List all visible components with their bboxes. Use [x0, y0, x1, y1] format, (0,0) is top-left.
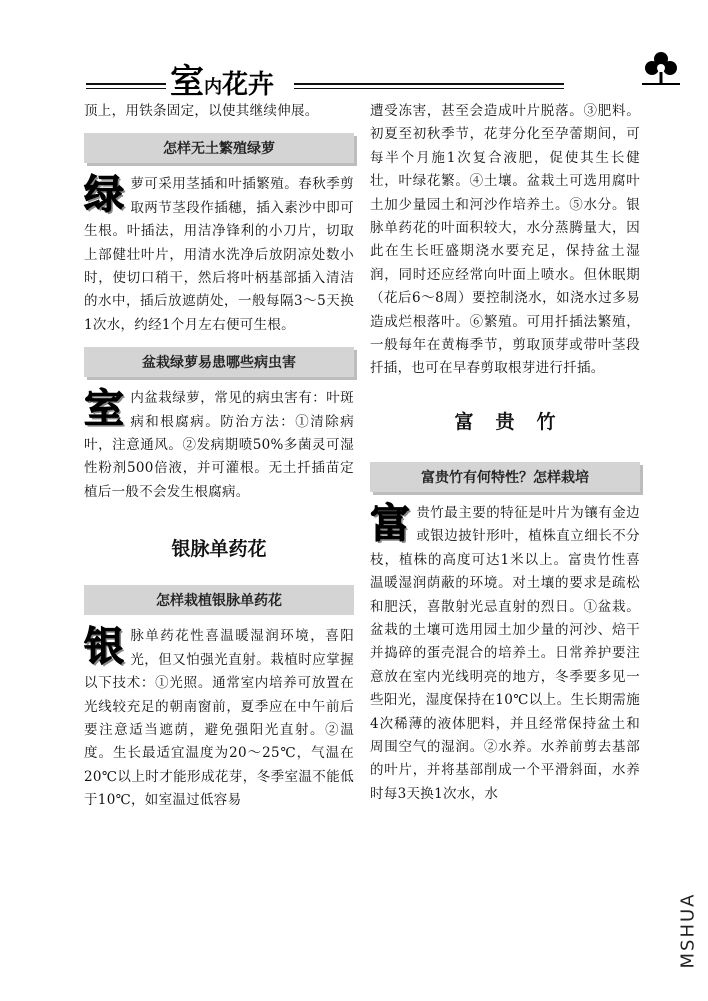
flower-clover-icon — [640, 50, 682, 86]
page-header — [84, 50, 676, 100]
intro-text: 顶上，用铁条固定，以使其继续伸展。 — [84, 103, 319, 119]
section-heading: 富贵竹有何特性？怎样栽培 — [370, 462, 640, 492]
section-title-mid: 内 — [204, 77, 222, 98]
section-heading: 怎样栽植银脉单药花 — [84, 585, 354, 615]
section-title-big: 室 — [170, 62, 204, 102]
article-body: 脉单药花性喜温暖湿润环境，喜阳光，但又怕强光直射。栽植时应掌握以下技术：①光照。通常室内培养可放置在光线较充足的朝南窗前，夏季应在中午前后要注意适当遮荫，避免强阳光直射。②温度。生长最适宜温度为20～25℃，气温在20℃以上时才能形成花芽，冬季室温不能低于10℃，如室温过低容易 — [84, 628, 354, 809]
section-heading: 盆栽绿萝易患哪些病虫害 — [84, 347, 354, 377]
article-body: 内盆栽绿萝，常见的病虫害有：叶斑病和根腐病。防治方法：①清除病叶，注意通风。②发病期喷50%多菌灵可湿性粉剂500倍液，并可灌根。无土扦插苗定植后一般不会发生根腐病。 — [84, 390, 354, 500]
header-rule — [294, 88, 564, 89]
article-text — [370, 502, 640, 806]
watermark — [676, 882, 700, 982]
section-title-rest: 花卉 — [222, 70, 275, 100]
article-text — [84, 625, 354, 812]
left-column — [84, 100, 354, 813]
header-rule — [86, 88, 166, 89]
plant-title: 银脉单药花 — [171, 538, 267, 561]
drop-cap: 富 — [370, 500, 411, 547]
article-text — [84, 387, 354, 504]
article-body: 萝可采用茎插和叶插繁殖。春秋季剪取两节茎段作插穗，插入素沙中即可生根。叶插法，用洁净锋利的小刀片，切取上部健壮叶片，用清水洗净后放阴凉处数小时，使切口稍干，然后将叶柄基部插入清洁的水中，插后放遮荫处，一般每隔3～5天换1次水，约经1个月左右便可生根。 — [84, 176, 354, 333]
section-title — [170, 54, 275, 102]
continued-text: 遭受冻害，甚至会造成叶片脱落。③肥料。初夏至初秋季节，花芽分化至孕蕾期间，可每半个月施1次复合液肥，促使其生长健壮，叶绿花繁。④土壤。盆栽土可选用腐叶土加少量园土和河沙作培养土。⑤水分。银脉单药花的叶面积较大，水分蒸腾量大，因此在生长旺盛期浇水要充足，保持盆土湿润，同时还应经常向叶面上喷水。但休眠期（花后6～8周）要控制浇水，如浇水过多易造成烂根落叶。⑥繁殖。可用扦插法繁殖，一般每年在黄梅季节，剪取顶芽或带叶茎段扦插，也可在早春剪取根芽进行扦插。 — [370, 103, 640, 377]
plant-title: 富贵竹 — [454, 410, 578, 433]
watermark-text: MSHUA — [677, 892, 699, 969]
article-text — [84, 173, 354, 337]
drop-cap: 银 — [84, 624, 125, 671]
section-heading: 怎样无土繁殖绿萝 — [84, 133, 354, 163]
right-column — [370, 100, 640, 806]
article-body: 贵竹最主要的特征是叶片为镶有金边或银边披针形叶，植株直立细长不分枝，植株的高度可达1米以上。富贵竹性喜温暖湿润荫蔽的环境。对土壤的要求是疏松和肥沃，喜散射光忌直射的烈日。①盆栽。盆栽的土壤可选用园土加少量的河沙、焙干并捣碎的蛋壳混合的培养土。日常养护要注意放在室内光线明亮的地方，冬季要多见一些阳光，湿度保持在10℃以上。生长期需施4次稀薄的液体肥料，并且经常保持盆土和周围空气的湿润。②水养。水养前剪去基部的叶片，并将基部削成一个平滑斜面，水养时每3天换1次水，水 — [370, 504, 640, 802]
header-rule — [294, 83, 564, 85]
drop-cap: 室 — [84, 386, 125, 433]
header-rule — [86, 83, 166, 85]
drop-cap: 绿 — [84, 172, 125, 219]
